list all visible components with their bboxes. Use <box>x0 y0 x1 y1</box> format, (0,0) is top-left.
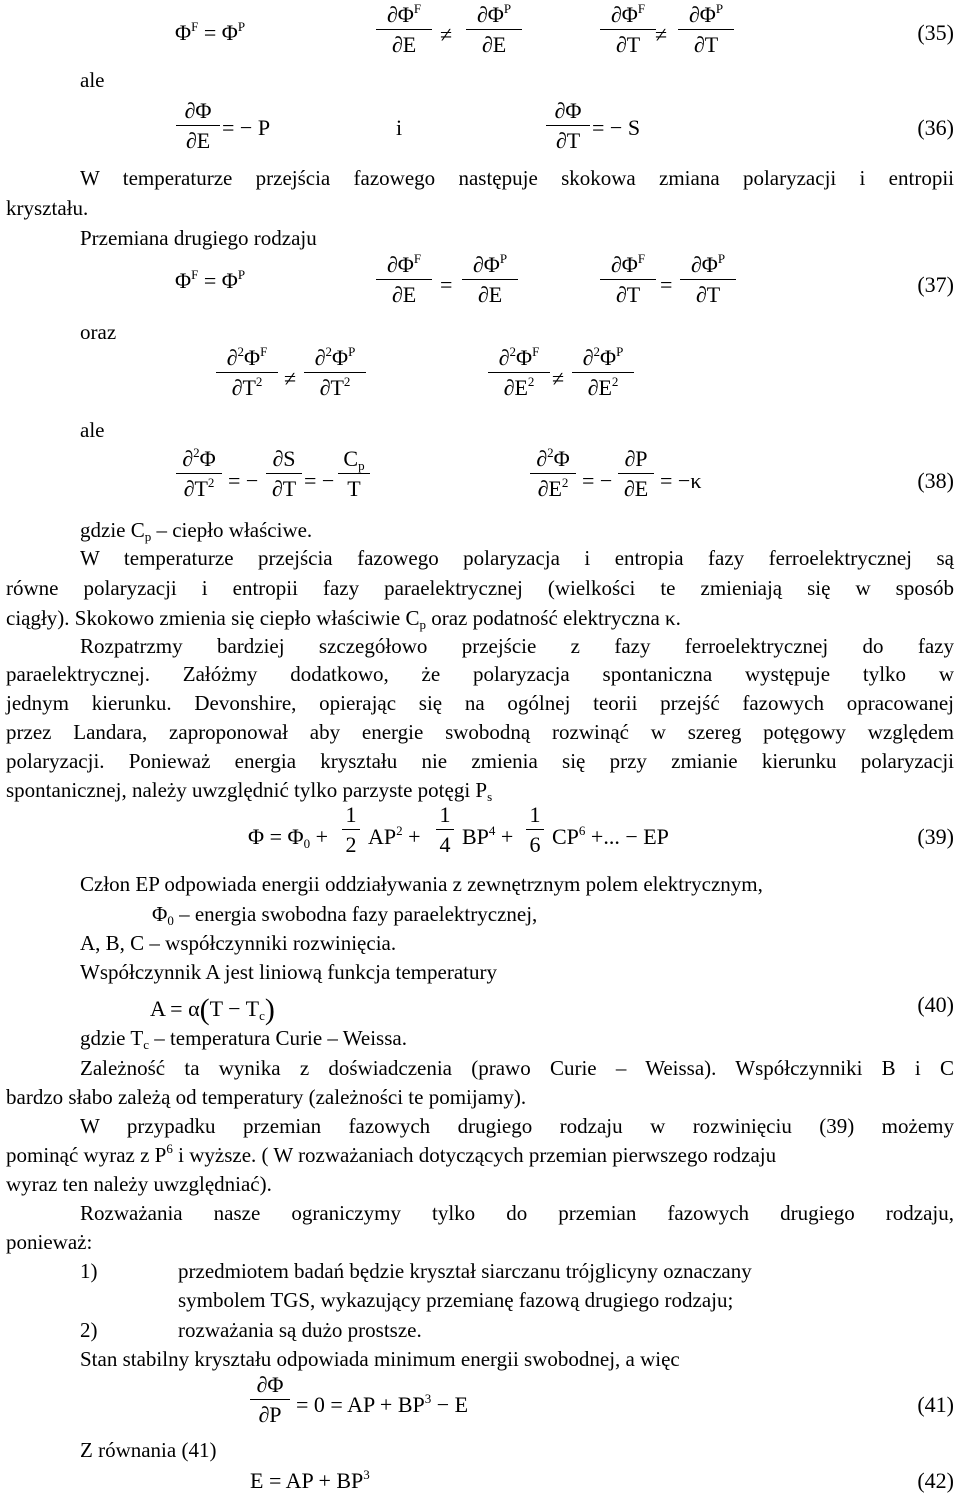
text-line: bardzo słabo zależą od temperatury (zależności te pomijamy). <box>6 1085 527 1109</box>
equals-sign: = <box>660 272 673 297</box>
eq36-frac-e: ∂Φ ∂E <box>176 98 220 155</box>
list-number: 1) <box>80 1259 98 1283</box>
text-line: gdzie $C_p$ – ciepło właściwe. <box>80 518 313 544</box>
text-line: Stan stabilny kryształu odpowiada minimum energii swobodnej, a więc <box>80 1347 680 1371</box>
text-line: A, B, C – współczynniki rozwinięcia. <box>80 931 397 955</box>
equation-number: (39) <box>917 824 954 849</box>
eq35-frac-f-t: $\partial\Phi^F$ ∂T <box>600 2 656 59</box>
eq36-rhs-p: = − P <box>222 115 271 140</box>
equation-number: (36) <box>917 115 954 140</box>
d2-phiF-dT2: $\partial^2\Phi^F$ $\partial T^2$ <box>216 345 278 402</box>
not-equal-sign: ≠ <box>440 22 453 47</box>
text-line: pominąć wyraz z $P^6$ i wyższe. ( W rozważaniach dotyczących przemian pierwszego rodzaju <box>6 1141 777 1167</box>
term-cp6: $CP^6$ +... − EP <box>552 823 669 849</box>
eq37-frac-p-e: $\partial\Phi^P$ ∂E <box>462 252 518 309</box>
list-number: 2) <box>80 1318 98 1342</box>
equation-number: (35) <box>917 20 954 45</box>
frac-one-sixth: 1 6 <box>526 802 544 859</box>
eq35-frac-p-e: $\partial\Phi^P$ ∂E <box>466 2 522 59</box>
not-equal-sign: ≠ <box>552 366 565 391</box>
equation-number: (37) <box>917 272 954 297</box>
eq40-formula: $A = \alpha(T - T_c)$ <box>150 993 275 1026</box>
frac-one-half: 1 2 <box>342 802 360 859</box>
eq36-rhs-s: = − S <box>592 115 641 140</box>
text-line: równe polaryzacji i entropii fazy paraelektrycznej (wielkości te zmieniają się w sposób <box>6 576 954 600</box>
word-i: i <box>396 115 403 140</box>
equation-number: (40) <box>917 992 954 1017</box>
word-ale: ale <box>80 68 105 92</box>
word-oraz: oraz <box>80 320 117 344</box>
d2-phiF-dE2: $\partial^2\Phi^F$ $\partial E^2$ <box>488 345 550 402</box>
word-ale: ale <box>80 418 105 442</box>
eq37-frac-f-e: $\partial\Phi^F$ ∂E <box>376 252 432 309</box>
dS-dT: ∂S ∂T <box>266 446 302 503</box>
text-line: Rozważania nasze ograniczymy tylko do przemian fazowych drugiego rodzaju, <box>80 1201 954 1225</box>
text-line: W temperaturze przejścia fazowego polaryzacja i entropia fazy ferroelektrycznej są <box>80 546 954 570</box>
cp-over-t: $C_p$ T <box>338 446 370 503</box>
text-line: ponieważ: <box>6 1230 93 1254</box>
term-bp4: $BP^4$ + <box>462 823 514 849</box>
eq37-frac-p-t: $\partial\Phi^P$ ∂T <box>680 252 736 309</box>
text-line: $\Phi_0$ – energia swobodna fazy paraelektrycznej, <box>152 902 538 928</box>
text-line: W przypadku przemian fazowych drugiego rodzaju w rozwinięciu (39) możemy <box>80 1114 954 1138</box>
d2-phi-dE2: ∂$^2$Φ $\partial E^2$ <box>530 446 576 503</box>
text-line: ciągły). Skokowo zmienia się ciepło właściwie $C_p$ oraz podatność elektryczna κ. <box>6 606 681 632</box>
term-ap2: $AP^2$ + <box>368 823 421 849</box>
text-line: W temperaturze przejścia fazowego następuje skokowa zmiana polaryzacji i entropii <box>80 166 954 190</box>
d2-phi-dT2: ∂$^2$Φ $\partial T^2$ <box>176 446 222 503</box>
text-line: gdzie $T_c$ – temperatura Curie – Weissa. <box>80 1026 407 1052</box>
text-line: Człon EP odpowiada energii oddziaływania z zewnętrznym polem elektrycznym, <box>80 872 763 896</box>
eq38-kappa: = −κ <box>660 468 702 493</box>
text-line: Z równania (41) <box>80 1438 217 1462</box>
not-equal-sign: ≠ <box>655 22 668 47</box>
d2-phiP-dT2: $\partial^2\Phi^P$ $\partial T^2$ <box>304 345 366 402</box>
text-line: wyraz ten należy uwzględniać). <box>6 1172 272 1196</box>
text-line: spontanicznej, należy uwzględnić tylko parzyste potęgi $P_s$ <box>6 778 493 804</box>
text-line: przez Landara, zaproponował aby energie swobodną rozwinąć w szereg potęgowy względem <box>6 720 954 744</box>
equals-minus: = − <box>304 468 335 493</box>
equation-number: (42) <box>917 1468 954 1493</box>
eq35-lhs: $\Phi^F = \Phi^P$ <box>175 19 246 45</box>
text-line: paraelektrycznej. Załóżmy dodatkowo, że polaryzacja spontaniczna występuje tylko w <box>6 662 954 686</box>
equals-sign: = <box>440 272 453 297</box>
eq35-frac-p-t: $\partial\Phi^P$ ∂T <box>678 2 734 59</box>
text-line: jednym kierunku. Devonshire, opierając się na ogólnej teorii przejść fazowych opracowanej <box>6 691 954 715</box>
eq35-frac-f-e: $\partial\Phi^F$ ∂E <box>376 2 432 59</box>
equation-number: (41) <box>917 1392 954 1417</box>
text-line: kryształu. <box>6 196 89 220</box>
text-line: Rozpatrzmy bardziej szczegółowo przejście z fazy ferroelektrycznej do fazy <box>80 634 954 658</box>
text-line: Przemiana drugiego rodzaju <box>80 226 317 250</box>
text-line: Współczynnik A jest liniową funkcja temperatury <box>80 960 497 984</box>
list-item: rozważania są dużo prostsze. <box>178 1318 422 1342</box>
eq39-lhs: $\Phi = \Phi_0$ + <box>248 824 328 851</box>
d2-phiP-dE2: $\partial^2\Phi^P$ $\partial E^2$ <box>572 345 634 402</box>
eq37-lhs: $\Phi^F = \Phi^P$ <box>175 267 246 293</box>
dP-dE: ∂P ∂E <box>618 446 654 503</box>
equals-minus: = − <box>582 468 613 493</box>
list-item: symbolem TGS, wykazujący przemianę fazową drugiego rodzaju; <box>178 1288 734 1312</box>
eq41-rhs: = 0 = AP + $BP^3 - E$ <box>296 1391 469 1417</box>
eq37-frac-f-t: $\partial\Phi^F$ ∂T <box>600 252 656 309</box>
list-item: przedmiotem badań będzie kryształ siarczanu trójglicyny oznaczany <box>178 1259 752 1283</box>
frac-one-quarter: 1 4 <box>436 802 454 859</box>
eq42-formula: E = AP + $BP^3$ <box>250 1467 370 1493</box>
equation-number: (38) <box>917 468 954 493</box>
not-equal-sign: ≠ <box>284 366 297 391</box>
dphi-dp: ∂Φ ∂P <box>250 1372 290 1429</box>
equals-minus: = − <box>228 468 259 493</box>
text-line: polaryzacji. Ponieważ energia kryształu nie zmienia się przy zmianie kierunku polaryzacji <box>6 749 954 773</box>
eq36-frac-t: ∂Φ ∂T <box>546 98 590 155</box>
text-line: Zależność ta wynika z doświadczenia (prawo Curie – Weissa). Współczynniki B i C <box>80 1056 954 1080</box>
